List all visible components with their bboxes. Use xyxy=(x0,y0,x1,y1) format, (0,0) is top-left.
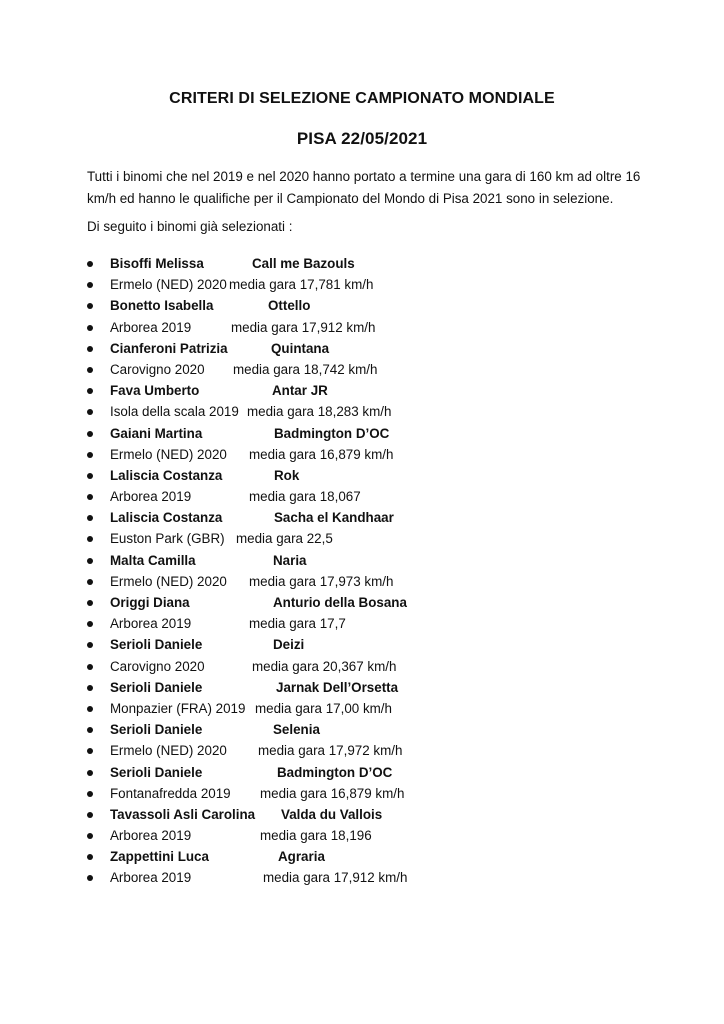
list-item-race xyxy=(0,740,724,761)
horse-name: Antar JR xyxy=(272,383,328,399)
horse-name: Badmington D’OC xyxy=(274,425,390,441)
bullet-icon xyxy=(87,515,93,521)
bullet-icon xyxy=(87,367,93,373)
race-name: Ermelo (NED) 2020 xyxy=(110,743,227,759)
horse-name: Deizi xyxy=(273,637,305,653)
race-average-speed: media gara 17,7 xyxy=(249,616,346,632)
race-name: Arborea 2019 xyxy=(110,828,192,844)
list-item-rider xyxy=(0,295,724,316)
rider-name: Zappettini Luca xyxy=(110,849,209,865)
bullet-icon xyxy=(87,473,93,479)
bullet-icon xyxy=(87,494,93,500)
bullet-icon xyxy=(87,282,93,288)
list-item-race xyxy=(0,444,724,465)
race-average-speed: media gara 18,196 xyxy=(260,828,372,844)
list-item-rider xyxy=(0,677,724,698)
race-average-speed: media gara 17,973 km/h xyxy=(249,573,394,589)
intro-paragraph: Tutti i binomi che nel 2019 e nel 2020 hanno portato a termine una gara di 160 km ad oltre 16 km/h ed hanno le qualifiche per il Campionato del Mondo di Pisa 2021 sono in selezione. xyxy=(87,169,641,206)
race-name: Monpazier (FRA) 2019 xyxy=(110,700,246,716)
bullet-icon xyxy=(87,600,93,606)
list-item-race xyxy=(0,867,724,888)
rider-name: Tavassoli Asli Carolina xyxy=(110,806,256,822)
bullet-icon xyxy=(87,685,93,691)
race-name: Isola della scala 2019 xyxy=(110,404,239,420)
bullet-icon xyxy=(87,812,93,818)
list-item-race xyxy=(0,317,724,338)
race-name: Arborea 2019 xyxy=(110,616,192,632)
horse-name: Badmington D’OC xyxy=(277,764,393,780)
list-item-race xyxy=(0,401,724,422)
race-average-speed: media gara 20,367 km/h xyxy=(252,658,397,674)
bullet-icon xyxy=(87,452,93,458)
list-item-rider xyxy=(0,380,724,401)
bullet-icon xyxy=(87,854,93,860)
list-lead-text: Di seguito i binomi già selezionati : xyxy=(87,219,293,234)
bullet-icon xyxy=(87,642,93,648)
race-name: Fontanafredda 2019 xyxy=(110,785,231,801)
bullet-icon xyxy=(87,621,93,627)
bullet-icon xyxy=(87,748,93,754)
rider-name: Malta Camilla xyxy=(110,552,196,568)
race-name: Ermelo (NED) 2020 xyxy=(110,446,227,462)
list-item-rider xyxy=(0,465,724,486)
race-name: Ermelo (NED) 2020 xyxy=(110,573,227,589)
horse-name: Call me Bazouls xyxy=(252,256,355,271)
race-average-speed: media gara 16,879 km/h xyxy=(260,785,405,801)
race-name: Arborea 2019 xyxy=(110,489,192,505)
list-item-race xyxy=(0,613,724,634)
race-average-speed: media gara 18,067 xyxy=(249,489,361,505)
race-average-speed: media gara 22,5 xyxy=(236,531,333,547)
list-item-race xyxy=(0,274,724,295)
bullet-icon xyxy=(87,579,93,585)
bullet-icon xyxy=(87,388,93,394)
list-item-rider xyxy=(0,423,724,444)
rider-name: Serioli Daniele xyxy=(110,637,203,653)
horse-name: Ottello xyxy=(268,298,311,314)
race-average-speed: media gara 18,283 km/h xyxy=(247,404,392,420)
list-item-race xyxy=(0,359,724,380)
bullet-icon xyxy=(87,558,93,564)
horse-name: Agraria xyxy=(278,849,325,865)
horse-name: Jarnak Dell’Orsetta xyxy=(276,679,399,695)
rider-name: Gaiani Martina xyxy=(110,425,203,441)
selected-pairs-list xyxy=(0,253,724,889)
horse-name: Sacha el Kandhaar xyxy=(274,510,394,526)
bullet-icon xyxy=(87,409,93,415)
rider-name: Serioli Daniele xyxy=(110,764,203,780)
list-item-race xyxy=(0,486,724,507)
race-average-speed: media gara 17,912 km/h xyxy=(263,870,408,886)
bullet-icon xyxy=(87,536,93,542)
rider-name: Bonetto Isabella xyxy=(110,298,214,314)
race-average-speed: media gara 18,742 km/h xyxy=(233,361,378,377)
list-item-race xyxy=(0,656,724,677)
list-item-rider xyxy=(0,550,724,571)
list-item-rider xyxy=(0,762,724,783)
document-subtitle: PISA 22/05/2021 xyxy=(296,129,428,148)
bullet-icon xyxy=(87,346,93,352)
list-item-rider xyxy=(0,846,724,867)
race-average-speed: media gara 16,879 km/h xyxy=(249,446,394,462)
bullet-icon xyxy=(87,727,93,733)
horse-name: Selenia xyxy=(273,722,320,738)
bullet-icon xyxy=(87,431,93,437)
race-average-speed: media gara 17,781 km/h xyxy=(229,277,374,293)
rider-name: Laliscia Costanza xyxy=(110,510,223,526)
horse-name: Rok xyxy=(274,467,300,483)
race-name: Arborea 2019 xyxy=(110,870,192,886)
list-item-race xyxy=(0,825,724,846)
rider-name: Cianferoni Patrizia xyxy=(110,340,228,356)
rider-name: Bisoffi Melissa xyxy=(110,256,204,271)
bullet-icon xyxy=(87,325,93,331)
rider-name: Serioli Daniele xyxy=(110,679,203,695)
horse-name: Valda du Vallois xyxy=(281,806,383,822)
race-average-speed: media gara 17,912 km/h xyxy=(231,319,376,335)
bullet-icon xyxy=(87,261,93,267)
list-item-rider xyxy=(0,592,724,613)
rider-name: Serioli Daniele xyxy=(110,722,203,738)
race-average-speed: media gara 17,00 km/h xyxy=(255,700,392,716)
list-item-rider xyxy=(0,253,724,274)
race-name: Carovigno 2020 xyxy=(110,658,205,674)
bullet-icon xyxy=(87,706,93,712)
race-name: Ermelo (NED) 2020 xyxy=(110,277,227,293)
rider-name: Laliscia Costanza xyxy=(110,467,223,483)
race-name: Euston Park (GBR) xyxy=(110,531,225,547)
horse-name: Anturio della Bosana xyxy=(273,595,407,610)
list-item-race xyxy=(0,698,724,719)
list-item-rider xyxy=(0,338,724,359)
bullet-icon xyxy=(87,791,93,797)
bullet-icon xyxy=(87,875,93,881)
race-name: Arborea 2019 xyxy=(110,319,192,335)
rider-name: Origgi Diana xyxy=(110,595,190,610)
list-item-rider xyxy=(0,507,724,528)
horse-name: Naria xyxy=(273,552,307,568)
bullet-icon xyxy=(87,303,93,309)
rider-name: Fava Umberto xyxy=(110,383,200,399)
horse-name: Quintana xyxy=(271,340,330,356)
document-title: CRITERI DI SELEZIONE CAMPIONATO MONDIALE xyxy=(169,90,555,107)
race-name: Carovigno 2020 xyxy=(110,361,205,377)
list-item-rider xyxy=(0,719,724,740)
bullet-icon xyxy=(87,664,93,670)
list-item-race xyxy=(0,528,724,549)
list-item-rider xyxy=(0,804,724,825)
bullet-icon xyxy=(87,833,93,839)
list-item-race xyxy=(0,571,724,592)
list-item-race xyxy=(0,783,724,804)
list-item-rider xyxy=(0,634,724,655)
race-average-speed: media gara 17,972 km/h xyxy=(258,743,403,759)
bullet-icon xyxy=(87,770,93,776)
